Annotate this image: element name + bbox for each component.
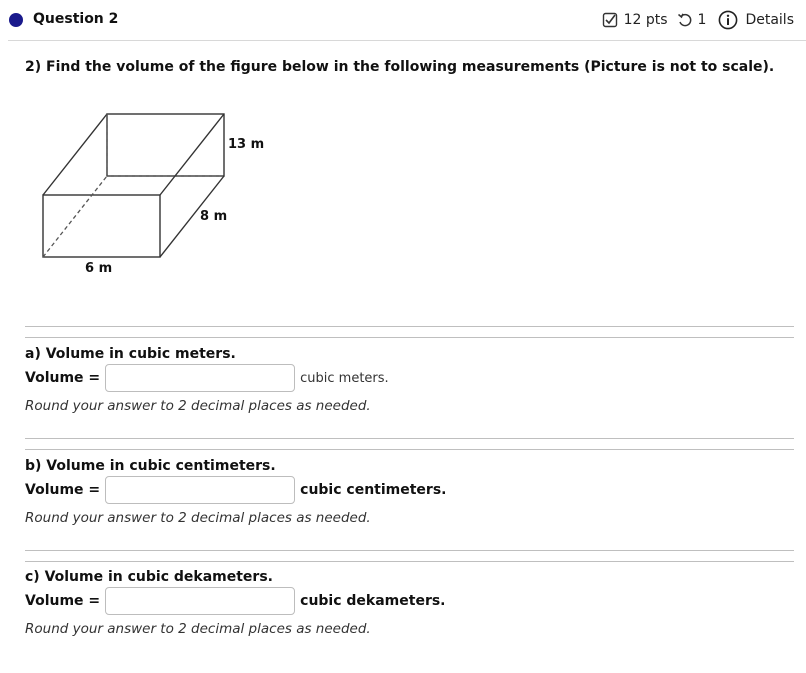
part-b-unit: cubic centimeters. bbox=[300, 482, 447, 498]
section-divider bbox=[25, 326, 794, 338]
rectangular-prism-figure bbox=[30, 100, 290, 294]
part-c-input-label: Volume = bbox=[25, 593, 101, 609]
attempts-count: 1 bbox=[697, 12, 707, 28]
part-c-answer-row bbox=[25, 587, 446, 615]
part-c-hint: Round your answer to 2 decimal places as needed. bbox=[25, 621, 371, 637]
part-b-hint: Round your answer to 2 decimal places as needed. bbox=[25, 510, 371, 526]
part-c-volume-input[interactable] bbox=[105, 587, 295, 615]
section-divider bbox=[25, 438, 794, 450]
part-b-volume-input[interactable] bbox=[105, 476, 295, 504]
part-c-unit: cubic dekameters. bbox=[300, 593, 446, 609]
points-value: 12 pts bbox=[623, 12, 668, 28]
part-a-hint: Round your answer to 2 decimal places as needed. bbox=[25, 398, 371, 414]
question-prompt: 2) Find the volume of the figure below in the following measurements (Picture is not to scale). bbox=[25, 59, 775, 75]
question-header bbox=[0, 0, 806, 40]
part-b-input-label: Volume = bbox=[25, 482, 101, 498]
part-c-title: c) Volume in cubic dekameters. bbox=[25, 569, 273, 585]
question-status-dot bbox=[9, 13, 23, 27]
part-b-answer-row bbox=[25, 476, 446, 504]
width-label: 6 m bbox=[85, 261, 113, 276]
part-b-title: b) Volume in cubic centimeters. bbox=[25, 458, 276, 474]
checkbox-icon bbox=[602, 12, 618, 28]
header-divider bbox=[8, 40, 806, 41]
height-label: 13 m bbox=[228, 137, 265, 152]
section-divider bbox=[25, 550, 794, 562]
info-icon[interactable] bbox=[718, 10, 738, 30]
retry-icon[interactable] bbox=[677, 12, 693, 28]
part-a-input-label: Volume = bbox=[25, 370, 101, 386]
part-a-unit: cubic meters. bbox=[300, 370, 389, 386]
details-link[interactable]: Details bbox=[745, 12, 794, 28]
question-meta bbox=[602, 10, 794, 30]
depth-label: 8 m bbox=[200, 209, 228, 224]
part-a-title: a) Volume in cubic meters. bbox=[25, 346, 236, 362]
question-title: Question 2 bbox=[33, 11, 119, 27]
part-a-volume-input[interactable] bbox=[105, 364, 295, 392]
part-a-answer-row bbox=[25, 364, 389, 392]
